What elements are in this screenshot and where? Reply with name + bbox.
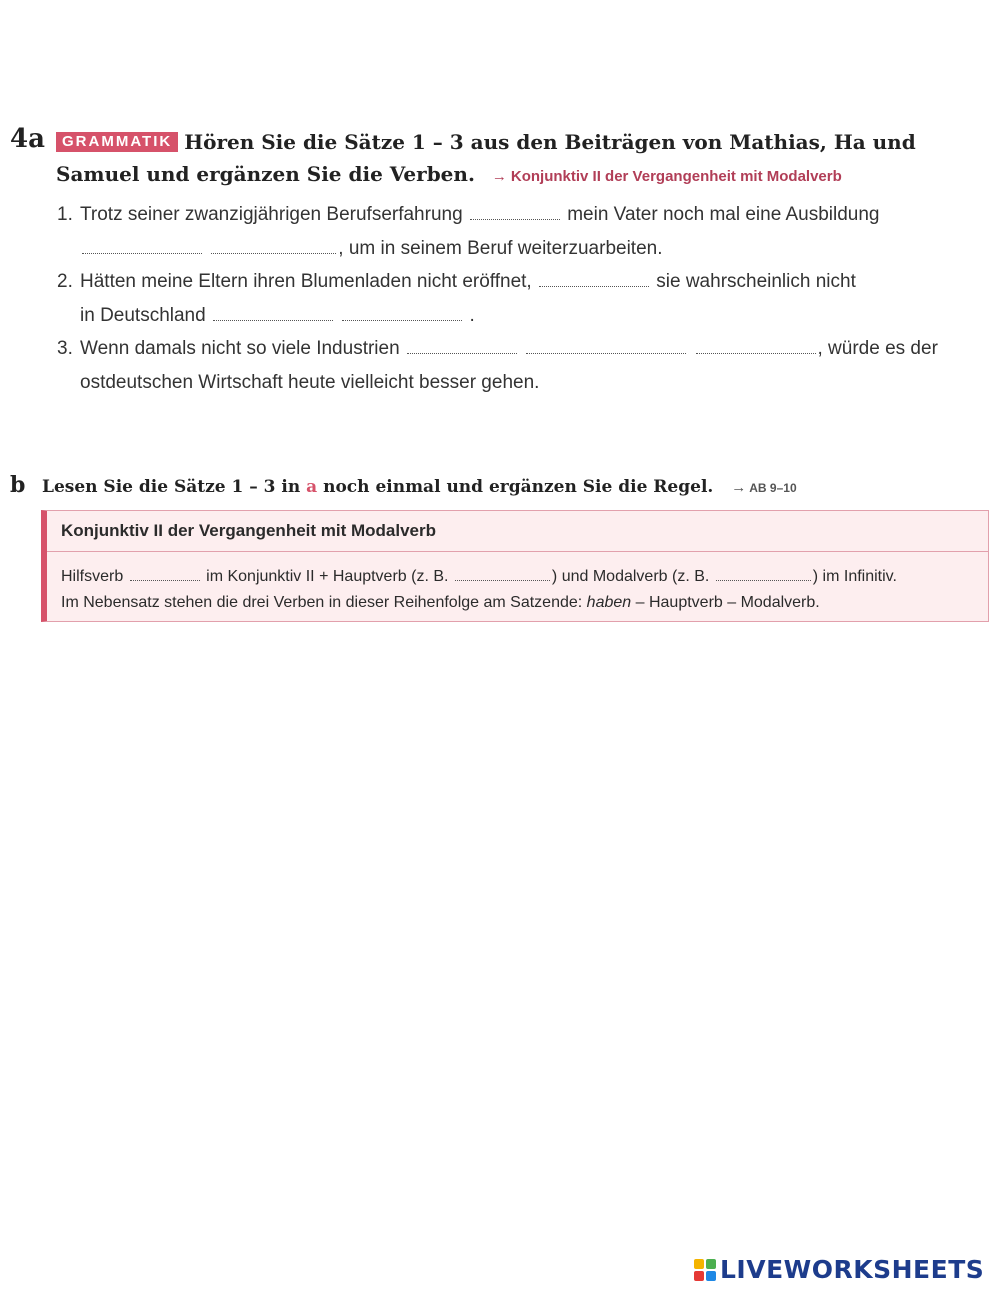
grammar-reference (492, 168, 842, 185)
rule-title: Konjunktiv II der Vergangenheit mit Modalverb (47, 511, 988, 552)
exercise-b-letter: b (10, 472, 26, 498)
liveworksheets-logo (694, 1255, 984, 1284)
rule-blank-1[interactable] (130, 568, 200, 581)
rule-text: – Hauptverb – Modalverb. (635, 594, 820, 611)
sentence-text: . (469, 304, 475, 326)
sentence-list (57, 198, 987, 399)
exercise-b-heading (42, 474, 992, 501)
grammar-reference-label: Konjunktiv II der Vergangenheit mit Modalverb (510, 168, 842, 185)
blank-2-1[interactable] (539, 272, 649, 287)
rule-text: Im Nebensatz stehen die drei Verben in dieser Reihenfolge am Satzende: (61, 594, 583, 611)
sentence-text: Trotz seiner zwanzigjährigen Berufserfahrung (80, 204, 463, 225)
rule-body (47, 552, 988, 616)
logo-mark-square (706, 1259, 716, 1269)
logo-mark-square (706, 1271, 716, 1281)
blank-3-2[interactable] (526, 339, 686, 354)
exercise-b-instruction-rest: noch einmal und ergänzen Sie die Regel. (323, 477, 714, 497)
blank-3-3[interactable] (696, 339, 816, 354)
rule-blank-2[interactable] (455, 568, 550, 581)
sentence-text: ostdeutschen Wirtschaft heute vielleicht besser gehen. (80, 371, 540, 393)
sentence-number: 2. (57, 271, 73, 292)
blank-1-1[interactable] (470, 205, 560, 220)
rule-text-italic: haben (586, 594, 632, 611)
grammatik-badge: GRAMMATIK (56, 132, 178, 152)
sentence-text: in Deutschland (80, 304, 206, 326)
blank-1-2[interactable] (82, 239, 202, 254)
arrow-right-icon: → (731, 479, 747, 496)
logo-mark-square (694, 1259, 704, 1269)
blank-3-1[interactable] (407, 339, 517, 354)
rule-text: ) und Modalverb (z. B. (551, 568, 710, 585)
logo-mark-square (694, 1271, 704, 1281)
exercise-number: 4a (10, 124, 45, 154)
logo-mark-icon (694, 1259, 716, 1281)
sentence-text: Hätten meine Eltern ihren Blumenladen nicht eröffnet, (80, 271, 532, 292)
rule-blank-3[interactable] (716, 568, 811, 581)
sentence-text: , um in seinem Beruf weiterzuarbeiten. (338, 237, 663, 259)
sentence-text: Wenn damals nicht so viele Industrien (80, 338, 400, 359)
rule-text: Hilfsverb (61, 568, 124, 585)
sentence-number: 3. (57, 338, 73, 359)
logo-text: LIVEWORKSHEETS (720, 1255, 985, 1284)
sentence-2 (57, 265, 987, 332)
ab-reference (731, 481, 796, 495)
sentence-number: 1. (57, 204, 73, 225)
sentence-text: mein Vater noch mal eine Ausbildung (567, 204, 880, 225)
exercise-a-instruction: Hören Sie die Sätze 1 – 3 aus den Beiträgen von Mathias, Ha und Samuel und ergänzen Sie die Verben. (56, 130, 916, 186)
rule-text: im Konjunktiv II + Hauptverb (z. B. (206, 568, 449, 585)
sentence-1 (57, 198, 987, 265)
blank-2-2[interactable] (213, 306, 333, 321)
rule-box (41, 510, 989, 622)
sentence-3 (57, 332, 987, 399)
sentence-text: , würde es der (817, 338, 938, 359)
exercise-b-instruction: Lesen Sie die Sätze 1 – 3 in (42, 477, 301, 497)
rule-text: ) im Infinitiv. (812, 568, 897, 585)
sentence-text: sie wahrscheinlich nicht (656, 271, 856, 292)
blank-2-3[interactable] (342, 306, 462, 321)
exercise-a-heading (56, 126, 996, 193)
arrow-right-icon: → (491, 168, 507, 185)
ab-reference-label: AB 9–10 (749, 481, 797, 495)
blank-1-3[interactable] (211, 239, 336, 254)
exercise-a-link: a (306, 477, 318, 497)
